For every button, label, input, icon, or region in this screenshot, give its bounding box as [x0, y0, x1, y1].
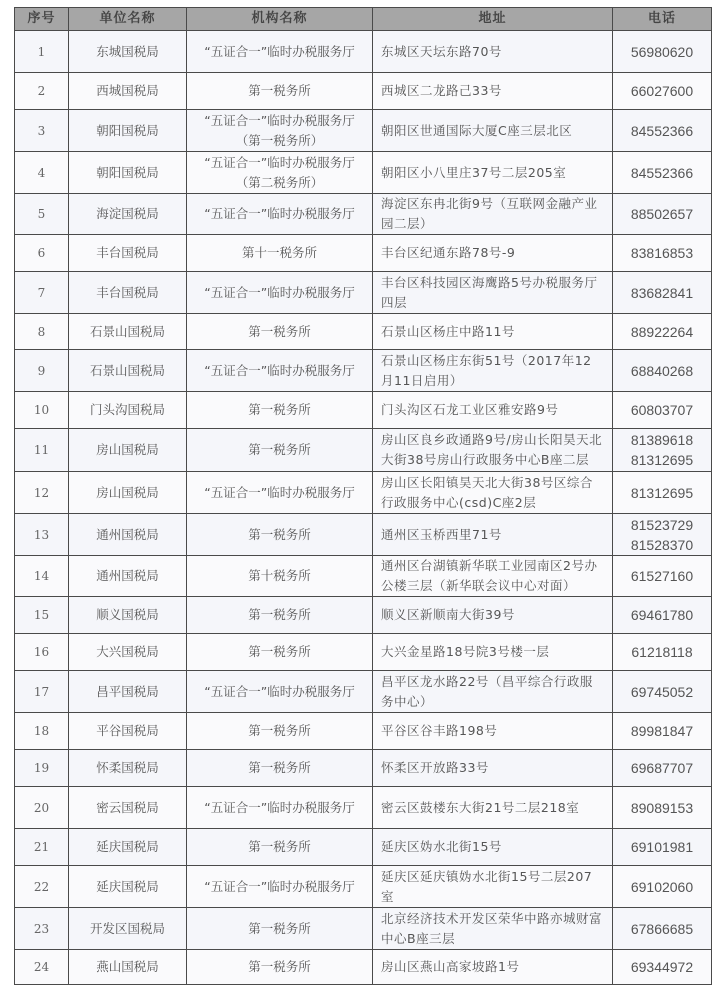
row-address: 丰台区纪通东路78号-9: [373, 235, 613, 272]
row-unit-name: 延庆国税局: [69, 866, 187, 908]
row-org-name: 第一税务所: [187, 73, 373, 110]
row-unit-name: 大兴国税局: [69, 634, 187, 671]
row-address: 海淀区东冉北街9号（互联网金融产业园二层）: [373, 194, 613, 235]
table-row: [15, 908, 712, 950]
row-phone: [613, 152, 712, 194]
phone-number: 69344972: [630, 959, 694, 975]
row-phone: [613, 194, 712, 235]
row-org-name: 第一税务所: [187, 597, 373, 634]
phone-number: 68840268: [630, 362, 694, 379]
phone-number: 84552366: [630, 164, 694, 181]
row-address: 密云区鼓楼东大街21号二层218室: [373, 787, 613, 829]
row-index: 13: [15, 514, 69, 556]
row-phone: [613, 866, 712, 908]
phone-number: 81528370: [630, 536, 694, 553]
table-row: [15, 314, 712, 350]
row-phone: [613, 787, 712, 829]
table-row: [15, 750, 712, 787]
phone-number: 69687707: [630, 760, 694, 776]
row-unit-name: 丰台国税局: [69, 272, 187, 314]
row-phone: [613, 472, 712, 514]
row-address: 丰台区科技园区海鹰路5号办税服务厅四层: [373, 272, 613, 314]
row-org-name: “五证合一”临时办税服务厅: [187, 866, 373, 908]
row-org-name: 第一税务所: [187, 750, 373, 787]
phone-number: 61218118: [631, 644, 693, 660]
row-address: 北京经济技术开发区荣华中路亦城财富中心B座三层: [373, 908, 613, 950]
row-address: 东城区天坛东路70号: [373, 31, 613, 73]
phone-number: 69102060: [630, 878, 694, 895]
phone-number: 83682841: [630, 284, 694, 301]
row-org-name: “五证合一”临时办税服务厅: [187, 194, 373, 235]
row-phone: [613, 350, 712, 392]
row-org-name: “五证合一”临时办税服务厅（第一税务所）: [187, 110, 373, 152]
row-phone: [613, 713, 712, 750]
row-unit-name: 燕山国税局: [69, 950, 187, 985]
phone-number: 67866685: [630, 920, 694, 937]
row-address: 西城区二龙路己33号: [373, 73, 613, 110]
row-phone: [613, 392, 712, 429]
row-unit-name: 丰台国税局: [69, 235, 187, 272]
phone-number: 60803707: [630, 402, 694, 418]
row-unit-name: 延庆国税局: [69, 829, 187, 866]
table-row: [15, 950, 712, 985]
row-address: 门头沟区石龙工业区雅安路9号: [373, 392, 613, 429]
phone-number: 81312695: [630, 452, 694, 468]
phone-number: 84552366: [630, 122, 694, 139]
phone-number: 81523729: [630, 516, 694, 533]
row-address: 房山区良乡政通路9号/房山长阳昊天北大街38号房山行政服务中心B座二层: [373, 429, 613, 472]
row-org-name: 第一税务所: [187, 829, 373, 866]
row-address: 延庆区妫水北街15号: [373, 829, 613, 866]
row-org-name: 第一税务所: [187, 634, 373, 671]
header-unit-name: 单位名称: [69, 8, 187, 31]
row-phone: [613, 514, 712, 556]
row-address: 顺义区新顺南大街39号: [373, 597, 613, 634]
row-index: 24: [15, 950, 69, 985]
table-row: [15, 671, 712, 713]
row-org-name: “五证合一”临时办税服务厅: [187, 272, 373, 314]
row-org-name: “五证合一”临时办税服务厅: [187, 31, 373, 73]
row-unit-name: 东城国税局: [69, 31, 187, 73]
row-unit-name: 昌平国税局: [69, 671, 187, 713]
table-header-row: [15, 8, 712, 31]
row-index: 23: [15, 908, 69, 950]
row-unit-name: 西城国税局: [69, 73, 187, 110]
table-row: [15, 110, 712, 152]
table-row: [15, 392, 712, 429]
phone-number: 69101981: [630, 839, 694, 855]
phone-number: 81312695: [630, 484, 694, 501]
row-unit-name: 石景山国税局: [69, 314, 187, 350]
row-org-name: 第一税务所: [187, 314, 373, 350]
phone-number: 61527160: [630, 568, 694, 584]
row-org-name: 第一税务所: [187, 429, 373, 472]
header-org-name: 机构名称: [187, 8, 373, 31]
phone-number: 89089153: [630, 799, 694, 816]
row-address: 平谷区谷丰路198号: [373, 713, 613, 750]
header-index: 序号: [15, 8, 69, 31]
row-phone: [613, 556, 712, 597]
table-row: [15, 31, 712, 73]
row-unit-name: 门头沟国税局: [69, 392, 187, 429]
row-index: 10: [15, 392, 69, 429]
table-row: [15, 194, 712, 235]
phone-number: 88502657: [630, 206, 694, 222]
header-phone: 电话: [613, 8, 712, 31]
row-phone: [613, 671, 712, 713]
phone-number: 69745052: [630, 683, 694, 700]
table-row: [15, 472, 712, 514]
row-index: 22: [15, 866, 69, 908]
row-org-name: “五证合一”临时办税服务厅（第二税务所）: [187, 152, 373, 194]
row-index: 14: [15, 556, 69, 597]
row-phone: [613, 634, 712, 671]
table-row: [15, 866, 712, 908]
table-body: [15, 31, 712, 985]
row-index: 20: [15, 787, 69, 829]
table-row: [15, 787, 712, 829]
row-unit-name: 通州国税局: [69, 556, 187, 597]
row-address: 朝阳区世通国际大厦C座三层北区: [373, 110, 613, 152]
row-index: 5: [15, 194, 69, 235]
row-unit-name: 平谷国税局: [69, 713, 187, 750]
table-row: [15, 713, 712, 750]
row-org-name: 第一税务所: [187, 392, 373, 429]
row-phone: [613, 597, 712, 634]
phone-number: 69461780: [630, 607, 694, 623]
tax-office-table: [14, 7, 712, 985]
table-row: [15, 272, 712, 314]
row-index: 9: [15, 350, 69, 392]
row-phone: [613, 950, 712, 985]
row-address: 石景山区杨庄中路11号: [373, 314, 613, 350]
row-address: 延庆区延庆镇妫水北街15号二层207室: [373, 866, 613, 908]
row-phone: [613, 73, 712, 110]
row-address: 通州区台湖镇新华联工业园南区2号办公楼三层（新华联会议中心对面）: [373, 556, 613, 597]
row-address: 大兴金星路18号院3号楼一层: [373, 634, 613, 671]
row-phone: [613, 110, 712, 152]
row-unit-name: 开发区国税局: [69, 908, 187, 950]
phone-number: 88922264: [630, 323, 694, 340]
row-phone: [613, 235, 712, 272]
row-address: 石景山区杨庄东街51号（2017年12月11日启用）: [373, 350, 613, 392]
row-unit-name: 朝阳国税局: [69, 152, 187, 194]
row-index: 12: [15, 472, 69, 514]
row-org-name: 第一税务所: [187, 713, 373, 750]
phone-number: 83816853: [630, 245, 694, 261]
row-org-name: 第一税务所: [187, 950, 373, 985]
row-index: 8: [15, 314, 69, 350]
row-org-name: “五证合一”临时办税服务厅: [187, 671, 373, 713]
row-address: 朝阳区小八里庄37号二层205室: [373, 152, 613, 194]
row-unit-name: 房山国税局: [69, 429, 187, 472]
table-row: [15, 597, 712, 634]
row-org-name: 第一税务所: [187, 514, 373, 556]
table-row: [15, 350, 712, 392]
row-index: 11: [15, 429, 69, 472]
row-phone: [613, 908, 712, 950]
row-unit-name: 海淀国税局: [69, 194, 187, 235]
table-row: [15, 235, 712, 272]
table-row: [15, 152, 712, 194]
row-index: 2: [15, 73, 69, 110]
row-unit-name: 怀柔国税局: [69, 750, 187, 787]
row-unit-name: 石景山国税局: [69, 350, 187, 392]
table-row: [15, 514, 712, 556]
row-index: 17: [15, 671, 69, 713]
row-index: 21: [15, 829, 69, 866]
row-phone: [613, 272, 712, 314]
row-org-name: 第十一税务所: [187, 235, 373, 272]
row-unit-name: 房山国税局: [69, 472, 187, 514]
row-org-name: “五证合一”临时办税服务厅: [187, 472, 373, 514]
header-address: 地址: [373, 8, 613, 31]
phone-number: 89981847: [630, 723, 694, 739]
row-address: 昌平区龙水路22号（昌平综合行政服务中心）: [373, 671, 613, 713]
row-unit-name: 通州国税局: [69, 514, 187, 556]
row-phone: [613, 31, 712, 73]
row-org-name: 第十税务所: [187, 556, 373, 597]
row-address: 房山区燕山高家坡路1号: [373, 950, 613, 985]
row-index: 16: [15, 634, 69, 671]
table-row: [15, 73, 712, 110]
row-index: 19: [15, 750, 69, 787]
row-unit-name: 密云国税局: [69, 787, 187, 829]
row-org-name: “五证合一”临时办税服务厅: [187, 787, 373, 829]
row-phone: [613, 429, 712, 472]
row-unit-name: 朝阳国税局: [69, 110, 187, 152]
table-row: [15, 634, 712, 671]
row-address: 通州区玉桥西里71号: [373, 514, 613, 556]
row-address: 房山区长阳镇昊天北大街38号区综合行政服务中心(csd)C座2层: [373, 472, 613, 514]
table-row: [15, 556, 712, 597]
phone-number: 66027600: [630, 83, 694, 99]
row-phone: [613, 750, 712, 787]
row-index: 4: [15, 152, 69, 194]
row-address: 怀柔区开放路33号: [373, 750, 613, 787]
phone-number: 56980620: [630, 43, 694, 60]
row-index: 18: [15, 713, 69, 750]
row-phone: [613, 829, 712, 866]
row-index: 3: [15, 110, 69, 152]
phone-number: 81389618: [630, 432, 694, 448]
row-org-name: 第一税务所: [187, 908, 373, 950]
row-unit-name: 顺义国税局: [69, 597, 187, 634]
table-row: [15, 829, 712, 866]
row-org-name: “五证合一”临时办税服务厅: [187, 350, 373, 392]
table-row: [15, 429, 712, 472]
row-phone: [613, 314, 712, 350]
row-index: 15: [15, 597, 69, 634]
row-index: 1: [15, 31, 69, 73]
row-index: 6: [15, 235, 69, 272]
row-index: 7: [15, 272, 69, 314]
